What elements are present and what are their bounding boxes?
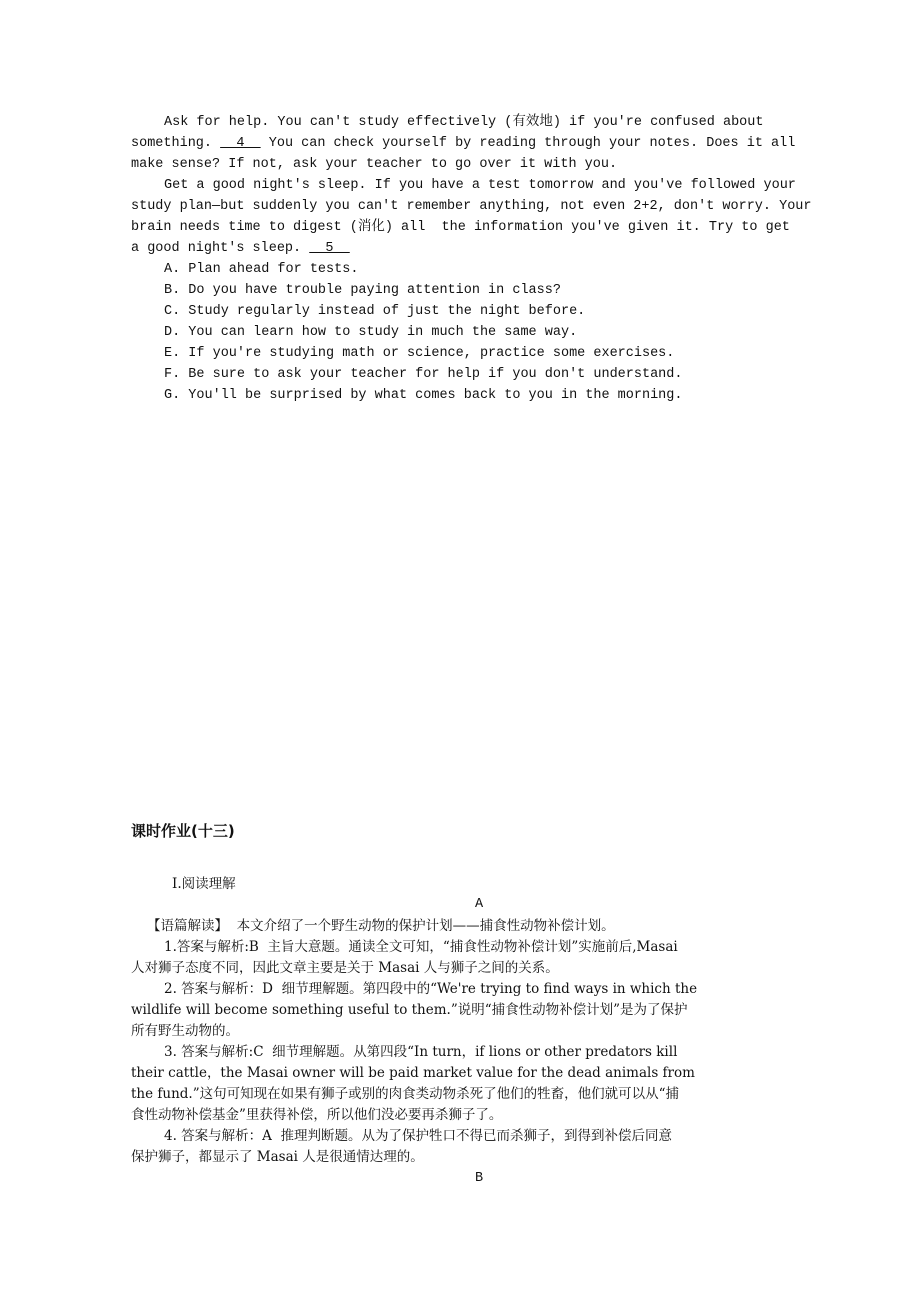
summary: 【语篇解读】 本文介绍了一个野生动物的保护计划——捕食性动物补偿计划。: [147, 918, 615, 934]
option-a: A. Plan ahead for tests.: [164, 262, 359, 277]
answer-line: 人对狮子态度不同，因此文章主要是关于 Masai 人与狮子之间的关系。: [131, 960, 559, 976]
option-f: F. Be sure to ask your teacher for help if you don't understand.: [164, 367, 683, 382]
passage-line: make sense? If not, ask your teacher to go over it with you.: [131, 157, 618, 172]
answer-line: 4. 答案与解析：A 推理判断题。从为了保护牲口不得已而杀狮子，到得到补偿后同意: [164, 1128, 673, 1144]
option-c: C. Study regularly instead of just the night before.: [164, 304, 586, 319]
passage-line: [131, 136, 795, 152]
answer-line: 所有野生动物的。: [131, 1023, 239, 1039]
page-title: 课时作业(十三): [131, 822, 235, 840]
text: something.: [131, 136, 221, 151]
section-heading: Ⅰ.阅读理解: [172, 876, 236, 892]
text: You can check yourself by reading through your notes. Does it all: [260, 136, 796, 151]
option-e: E. If you're studying math or science, practice some exercises.: [164, 346, 675, 361]
answer-line: their cattle，the Masai owner will be paid market value for the dead animals from: [131, 1065, 695, 1081]
part-a-heading: A: [474, 897, 484, 912]
passage-line: [131, 241, 350, 257]
option-g: G. You'll be surprised by what comes back to you in the morning.: [164, 388, 683, 403]
answer-line: 保护狮子，都显示了 Masai 人是很通情达理的。: [131, 1149, 424, 1165]
answer-line: 1.答案与解析:B 主旨大意题。通读全文可知，“捕食性动物补偿计划”实施前后,Masai: [164, 939, 678, 955]
text: a good night's sleep.: [131, 241, 310, 256]
passage-line: brain needs time to digest (消化) all the information you've given it. Try to get: [131, 220, 790, 235]
answer-line: 3. 答案与解析:C 细节理解题。从第四段“In turn，if lions or other predators kill: [164, 1044, 678, 1060]
passage-line: study plan—but suddenly you can't remember anything, not even 2+2, don't worry. Your: [131, 199, 812, 214]
answer-line: the fund.”这句可知现在如果有狮子或别的肉食类动物杀死了他们的牲畜，他们就可以从“捕: [131, 1086, 680, 1102]
option-b: B. Do you have trouble paying attention in class?: [164, 283, 561, 298]
answer-line: 食性动物补偿基金”里获得补偿，所以他们没必要再杀狮子了。: [131, 1107, 503, 1123]
answer-line: wildlife will become something useful to them.”说明“捕食性动物补偿计划”是为了保护: [131, 1002, 688, 1018]
blank-4: 4: [220, 136, 261, 151]
option-d: D. You can learn how to study in much the same way.: [164, 325, 578, 340]
passage-line: Ask for help. You can't study effectively (有效地) if you're confused about: [164, 115, 764, 130]
part-b-heading: B: [474, 1171, 484, 1186]
answer-line: 2. 答案与解析：D 细节理解题。第四段中的“We're trying to find ways in which the: [164, 981, 698, 997]
blank-5: 5: [309, 241, 350, 256]
passage-line: Get a good night's sleep. If you have a test tomorrow and you've followed your: [164, 178, 796, 193]
